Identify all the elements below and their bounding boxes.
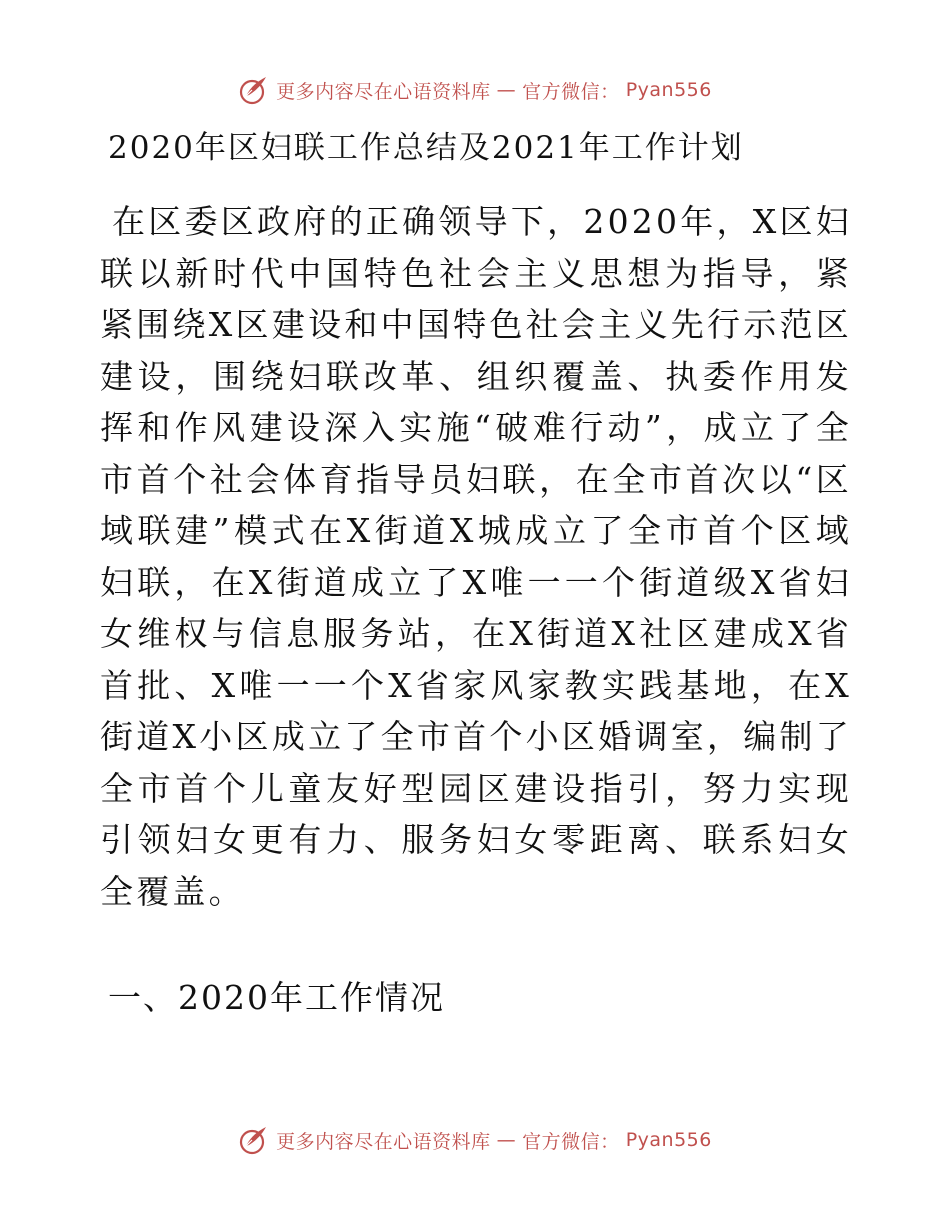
watermark-code: Pyan556 <box>625 1129 712 1151</box>
document-title: 2020年区妇联工作总结及2021年工作计划 <box>108 130 744 166</box>
document-paragraph: 在区委区政府的正确领导下，2020年，X区妇联以新时代中国特色社会主义思想为指导，紧紧围绕X区建设和中国特色社会主义先行示范区建设，围绕妇联改革、组织覆盖、执委作用发挥和作风建设深入实施“破难行动”，成立了全市首个社会体育指导员妇联，在全市首次以“区域联建”模式在X街道X城成立了全市首个区域妇联，在X街道成立了X唯一一个街道级X省妇女维权与信息服务站，在X街道X社区建成X省首批、X唯一一个X省家风家教实践基地，在X街道X小区成立了全市首个小区婚调室，编制了全市首个儿童友好型园区建设指引，努力实现引领妇女更有力、服务妇女零距离、联系妇女全覆盖。 <box>100 202 852 911</box>
watermark-sub-text: 官方微信： <box>522 1130 620 1153</box>
watermark-main-text: 更多内容尽在心语资料库 <box>276 1130 491 1153</box>
feather-pen-logo-icon <box>238 1124 270 1156</box>
watermark-dash: — <box>496 79 517 101</box>
watermark-header <box>0 74 950 106</box>
watermark-main-text: 更多内容尽在心语资料库 <box>276 80 491 103</box>
watermark-code: Pyan556 <box>625 79 712 101</box>
watermark-sub-text: 官方微信： <box>522 80 620 103</box>
feather-pen-logo-icon <box>238 74 270 106</box>
section-heading: 一、2020年工作情况 <box>108 978 445 1017</box>
watermark-dash: — <box>496 1129 517 1151</box>
watermark-footer <box>0 1124 950 1156</box>
